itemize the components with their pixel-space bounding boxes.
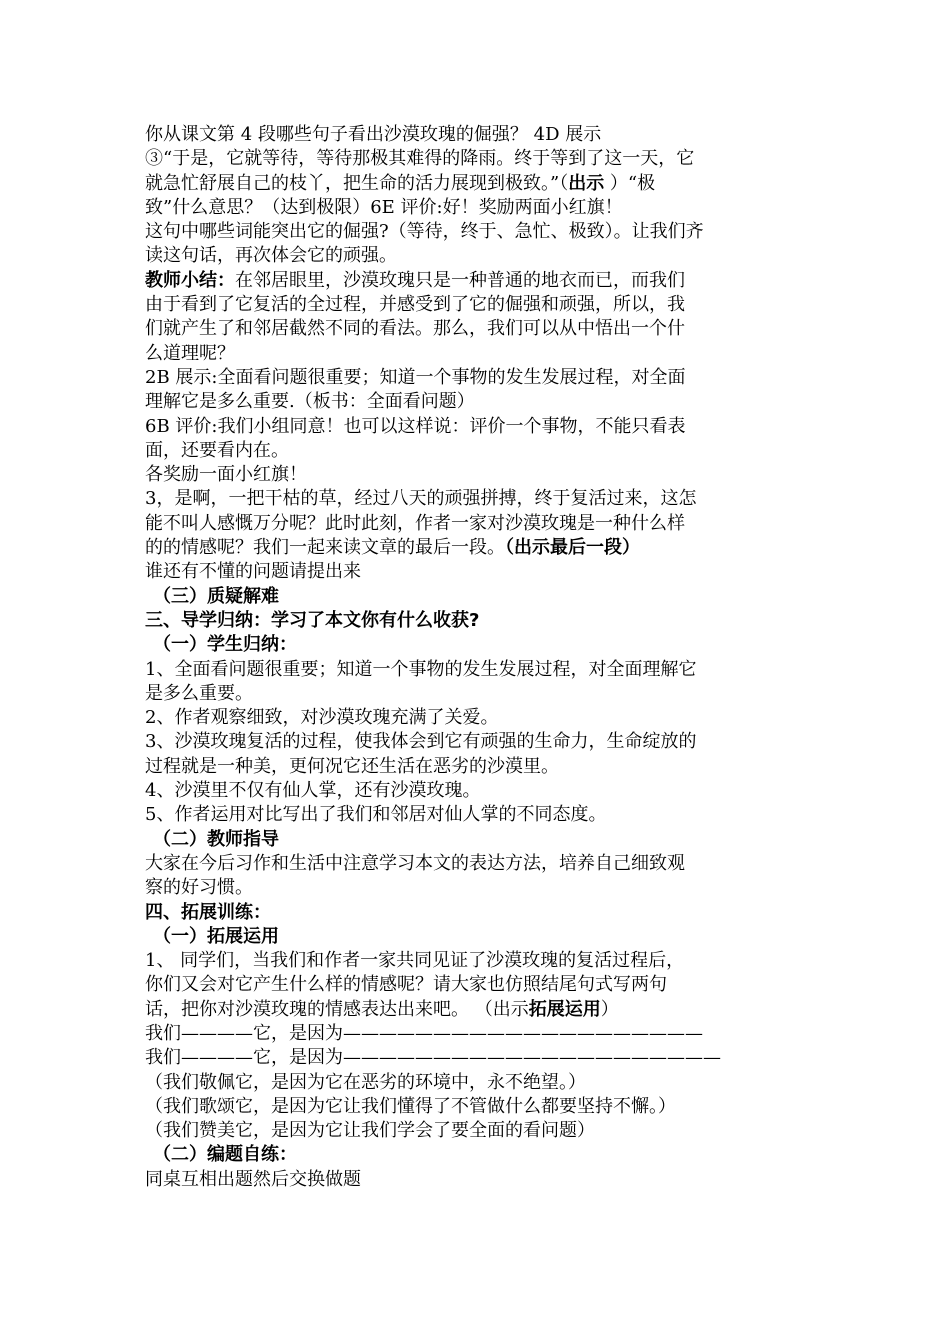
text-run: 这句中哪些词能突出它的倔强?（等待，终于、急忙、极致）。让我们齐 <box>145 221 704 243</box>
text-line <box>145 220 815 244</box>
text-run: 察的好习惯。 <box>145 877 253 899</box>
text-line <box>145 1168 815 1192</box>
text-line <box>145 317 815 341</box>
text-run: 大家在今后习作和生活中注意学习本文的表达方法，培养自己细致观 <box>145 852 685 874</box>
text-run: 我们————它，是因为———————————————————— <box>145 1022 703 1044</box>
text-line <box>145 949 815 973</box>
text-run: 4、沙漠里不仅有仙人掌，还有沙漠玫瑰。 <box>145 780 481 802</box>
text-run: 能不叫人感慨万分呢？此时此刻，作者一家对沙漠玫瑰是一种什么样 <box>145 512 685 534</box>
bold-text: （一）学生归纳： <box>153 634 297 656</box>
text-line <box>145 1046 815 1070</box>
bold-text: 三、导学归纳：学习了本文你有什么收获? <box>145 609 480 631</box>
text-run: 3，是啊，一把干枯的草，经过八天的顽强拼搏，终于复活过来，这怎 <box>145 488 697 510</box>
bold-text: （二）教师指导 <box>153 828 279 850</box>
text-run: 5、作者运用对比写出了我们和邻居对仙人掌的不同态度。 <box>145 804 607 826</box>
bold-text: （三）质疑解难 <box>153 585 279 607</box>
text-line <box>145 390 815 414</box>
text-line <box>145 487 815 511</box>
text-line <box>145 536 815 560</box>
text-run: 的的情感呢？我们一起来读文章的最后一段。 <box>145 537 505 559</box>
text-line <box>145 1071 815 1095</box>
text-run: 6B 评价:我们小组同意！也可以这样说：评价一个事物，不能只看表 <box>145 415 686 437</box>
text-line <box>145 706 815 730</box>
text-run: 面，还要看内在。 <box>145 439 289 461</box>
text-run: （我们歌颂它，是因为它让我们懂得了不管做什么都要坚持不懈。） <box>145 1095 676 1117</box>
text-line <box>145 147 815 171</box>
text-line <box>145 803 815 827</box>
text-run: 谁还有不懂的问题请提出来 <box>145 561 361 583</box>
text-line <box>145 1119 815 1143</box>
text-run: （我们敬佩它，是因为它在恶劣的环境中，永不绝望。） <box>145 1071 586 1093</box>
text-line <box>145 463 815 487</box>
text-line <box>145 925 815 949</box>
text-run: 1、 同学们，当我们和作者一家共同见证了沙漠玫瑰的复活过程后， <box>145 950 685 972</box>
text-run: 你们又会对它产生什么样的情感呢？请大家也仿照结尾句式写两句 <box>145 974 667 996</box>
text-line <box>145 633 815 657</box>
text-line <box>145 998 815 1022</box>
text-run: 在邻居眼里，沙漠玫瑰只是一种普通的地衣而已，而我们 <box>235 269 685 291</box>
text-run: 2B 展示:全面看问题很重要；知道一个事物的发生发展过程，对全面 <box>145 366 686 388</box>
text-run: 是多么重要。 <box>145 682 253 704</box>
text-line <box>145 973 815 997</box>
text-run: 你从课文第 4 段哪些句子看出沙漠玫瑰的倔强？ 4D 展示 <box>145 124 602 145</box>
text-run: 2、作者观察细致，对沙漠玫瑰充满了关爱。 <box>145 707 499 729</box>
bold-text: （出示最后一段） <box>505 537 640 559</box>
text-line <box>145 244 815 268</box>
text-line <box>145 1143 815 1167</box>
text-run: 就急忙舒展自己的枝丫，把生命的活力展现到极致。”（ <box>145 172 569 194</box>
text-line <box>145 876 815 900</box>
text-run: 3、沙漠玫瑰复活的过程，使我体会到它有顽强的生命力，生命绽放的 <box>145 731 697 753</box>
text-line <box>145 366 815 390</box>
text-run: 同桌互相出题然后交换做题 <box>145 1168 361 1190</box>
text-run: （我们赞美它，是因为它让我们学会了要全面的看问题） <box>145 1120 595 1142</box>
text-run: 们就产生了和邻居截然不同的看法。那么，我们可以从中悟出一个什 <box>145 318 685 340</box>
text-run: 理解它是多么重要.（板书：全面看问题） <box>145 391 475 413</box>
text-line <box>145 196 815 220</box>
text-run: 读这句话，再次体会它的顽强。 <box>145 245 397 267</box>
text-run: ）“极 <box>604 172 656 194</box>
document-page <box>145 123 815 1192</box>
text-line <box>145 828 815 852</box>
text-run: 我们————它，是因为————————————————————— <box>145 1047 721 1069</box>
text-run: 过程就是一种美，更何况它还生活在恶劣的沙漠里。 <box>145 755 559 777</box>
text-line <box>145 560 815 584</box>
text-run: 1、全面看问题很重要；知道一个事物的发生发展过程，对全面理解它 <box>145 658 697 680</box>
text-line <box>145 779 815 803</box>
text-run: 么道理呢？ <box>145 342 235 364</box>
bold-text: （二）编题自练： <box>153 1144 297 1166</box>
text-line <box>145 512 815 536</box>
text-line <box>145 730 815 754</box>
text-line <box>145 293 815 317</box>
text-line <box>145 682 815 706</box>
text-run: 由于看到了它复活的全过程，并感受到了它的倔强和顽强，所以，我 <box>145 294 685 316</box>
text-line <box>145 1022 815 1046</box>
text-line <box>145 123 815 147</box>
bold-text: 教师小结： <box>145 269 235 291</box>
text-line <box>145 172 815 196</box>
text-line <box>145 439 815 463</box>
text-run: 致”什么意思？（达到极限）6E 评价:好！奖励两面小红旗！ <box>145 196 623 218</box>
text-line <box>145 755 815 779</box>
text-line <box>145 585 815 609</box>
text-line <box>145 609 815 633</box>
text-run: ③“于是，它就等待，等待那极其难得的降雨。终于等到了这一天，它 <box>145 148 695 170</box>
text-line <box>145 415 815 439</box>
text-line <box>145 658 815 682</box>
text-line <box>145 269 815 293</box>
text-line <box>145 901 815 925</box>
text-run: 各奖励一面小红旗！ <box>145 464 307 486</box>
text-run: 话，把你对沙漠玫瑰的情感表达出来吧。 （出示 <box>145 998 529 1020</box>
text-line <box>145 342 815 366</box>
bold-text: （一）拓展运用 <box>153 925 279 947</box>
text-run: ） <box>600 998 619 1020</box>
text-line <box>145 1095 815 1119</box>
bold-text: 出示 <box>568 172 605 194</box>
bold-text: 四、拓展训练： <box>145 901 271 923</box>
bold-text: 拓展运用 <box>528 998 601 1020</box>
text-line <box>145 852 815 876</box>
